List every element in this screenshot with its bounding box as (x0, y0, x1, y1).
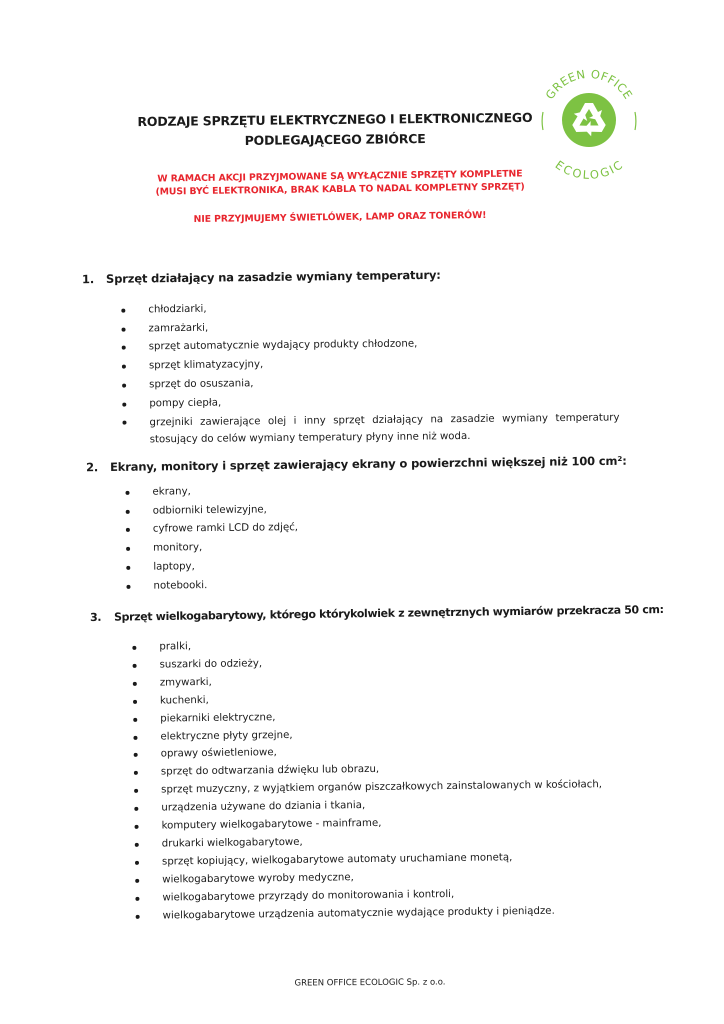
list-item: zmywarki, (133, 669, 601, 693)
bullet-icon (126, 566, 130, 570)
list-item: grzejniki zawierające olej i inny sprzęt działający na zasadzie wymiany temperatury stosujący do celów wymiany temperatury płyny inne niż woda. (122, 409, 619, 449)
list-item: sprzęt do odtwarzania dźwięku lub obrazu, (134, 758, 602, 782)
section-3-list (132, 633, 603, 925)
section-heading-3 (90, 603, 664, 624)
bullet-icon (121, 309, 125, 313)
bullet-icon (134, 807, 138, 811)
list-item: zamrażarki, (121, 315, 618, 339)
logo-circle (562, 93, 616, 147)
bullet-icon (135, 879, 139, 883)
bullet-icon (122, 346, 126, 350)
bullet-icon (126, 510, 130, 514)
section-2-list (125, 482, 298, 596)
bullet-icon (126, 547, 130, 551)
section-title: Ekrany, monitory i sprzęt zawierający ekrany o powierzchni większej niż 100 cm²: (109, 453, 627, 475)
section-heading-1 (82, 268, 441, 286)
bullet-icon (122, 383, 126, 387)
section-1-list (121, 296, 620, 448)
list-item: wielkogabarytowe przyrządy do monitorowania i kontroli, (135, 884, 603, 908)
bullet-icon (136, 914, 140, 918)
notice-line-3: NIE PRZYJMUJEMY ŚWIETLÓWEK, LAMP ORAZ TONERÓW! (193, 209, 487, 226)
bullet-icon (135, 861, 139, 865)
bullet-icon (122, 421, 126, 425)
list-item: sprzęt klimatyzacyjny, (122, 353, 619, 377)
section-title: Sprzęt wielkogabarytowy, którego którykolwiek z zewnętrznych wymiarów przekracza 50 cm: (113, 602, 664, 624)
title-line-2: PODLEGAJĄCEGO ZBIÓRCE (244, 131, 426, 148)
section-number: 3. (89, 610, 102, 625)
title-line-1: RODZAJE SPRZĘTU ELEKTRYCZNEGO I ELEKTRONICZNEGO (137, 109, 533, 130)
bullet-icon (133, 664, 137, 668)
bullet-icon (125, 491, 129, 495)
notice-complete-equipment (120, 167, 560, 199)
list-item: kuchenki, (133, 687, 601, 711)
list-item: odbiorniki telewizyjne, (126, 501, 298, 522)
list-item: sprzęt muzyczny, z wyjątkiem organów piszczałkowych zainstalowanych w kościołach, (134, 776, 602, 800)
list-item: chłodziarki, (121, 296, 618, 320)
list-item: wielkogabarytowe urządzenia automatycznie wydające produkty i pieniądze. (136, 902, 604, 926)
notice-line-2: (MUSI BYĆ ELEKTRONIKA, BRAK KABLA TO NADAL KOMPLETNY SPRZĘT) (155, 181, 525, 198)
bullet-icon (135, 843, 139, 847)
list-item: komputery wielkogabarytowe - mainframe, (134, 812, 602, 836)
list-item: monitory, (126, 538, 298, 559)
list-item: suszarki do odzieży, (132, 651, 600, 675)
list-item: wielkogabarytowe wyroby medyczne, (135, 866, 603, 890)
notice-line-1: W RAMACH AKCJI PRZYJMOWANE SĄ WYŁĄCZNIE SPRZĘTY KOMPLETNE (157, 168, 523, 185)
footer-company-name: GREEN OFFICE ECOLOGIC Sp. z o.o. (294, 977, 446, 989)
bullet-icon (135, 825, 139, 829)
bullet-icon (134, 789, 138, 793)
bullet-icon (135, 896, 139, 900)
bullet-icon (133, 682, 137, 686)
section-title: Sprzęt działający na zasadzie wymiany temperatury: (105, 267, 441, 286)
bullet-icon (133, 735, 137, 739)
list-item: pralki, (132, 633, 600, 657)
list-item: oprawy oświetleniowe, (134, 741, 602, 765)
bullet-icon (132, 646, 136, 650)
bullet-icon (122, 365, 126, 369)
section-heading-2 (86, 454, 627, 475)
list-item: sprzęt kopiujący, wielkogabarytowe automaty uruchamiane monetą, (135, 848, 603, 872)
bullet-icon (122, 327, 126, 331)
list-item: cyfrowe ramki LCD do zdjęć, (126, 520, 298, 541)
document-title (110, 108, 560, 153)
notice-not-accepted (120, 208, 560, 227)
section-number: 2. (85, 460, 99, 475)
list-item: sprzęt do osuszania, (122, 371, 619, 395)
list-item: pompy ciepła, (122, 390, 619, 414)
list-item: notebooki. (126, 576, 298, 597)
list-item: laptopy, (126, 557, 298, 578)
list-item: piekarniki elektryczne, (133, 705, 601, 729)
bullet-icon (133, 700, 137, 704)
list-item: drukarki wielkogabarytowe, (135, 830, 603, 854)
list-item: urządzenia używane do dziania i tkania, (134, 794, 602, 818)
bullet-icon (122, 402, 126, 406)
section-number: 1. (81, 272, 95, 287)
bullet-icon (134, 753, 138, 757)
bullet-icon (134, 771, 138, 775)
list-item: sprzęt automatycznie wydający produkty chłodzone, (122, 334, 619, 358)
bullet-icon (126, 584, 130, 588)
logo-text-bottom: ECOLOGIC (552, 157, 626, 182)
logo-text-top: GREEN OFFICE (542, 66, 636, 102)
bullet-icon (133, 717, 137, 721)
list-item: elektryczne płyty grzejne, (133, 723, 601, 747)
bullet-icon (126, 528, 130, 532)
list-item: ekrany, (125, 482, 297, 503)
